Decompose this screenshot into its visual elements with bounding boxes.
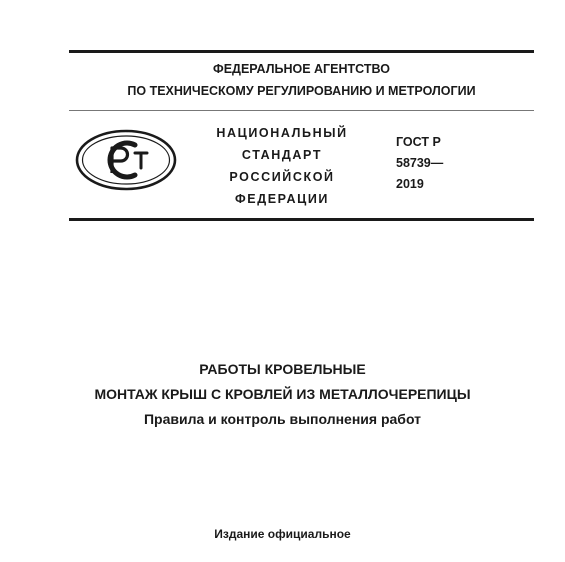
rst-certification-mark-icon <box>74 128 178 192</box>
header-bottom-rule <box>69 218 534 221</box>
standard-type-line-2: СТАНДАРТ <box>241 148 323 162</box>
edition-label: Издание официальное <box>214 527 351 541</box>
standard-type-line-4: ФЕДЕРАЦИИ <box>234 192 329 206</box>
standard-designation <box>396 132 443 195</box>
designation-line-2: 58739— <box>396 156 444 170</box>
document-title <box>0 357 565 432</box>
header-top-rule <box>69 50 534 53</box>
title-line-1: РАБОТЫ КРОВЕЛЬНЫЕ <box>199 361 366 377</box>
header-divider <box>69 110 534 111</box>
standard-type-line-1: НАЦИОНАЛЬНЫЙ <box>216 126 348 140</box>
standard-type-block <box>192 122 372 210</box>
agency-line-2: ПО ТЕХНИЧЕСКОМУ РЕГУЛИРОВАНИЮ И МЕТРОЛОГИИ <box>127 84 476 98</box>
title-line-3: Правила и контроль выполнения работ <box>143 411 422 427</box>
agency-header <box>69 58 534 102</box>
title-line-2: МОНТАЖ КРЫШ С КРОВЛЕЙ ИЗ МЕТАЛЛОЧЕРЕПИЦЫ <box>94 386 471 402</box>
agency-line-1: ФЕДЕРАЛЬНОЕ АГЕНТСТВО <box>213 62 390 76</box>
designation-line-3: 2019 <box>396 177 424 191</box>
standard-type-line-3: РОССИЙСКОЙ <box>229 170 335 184</box>
designation-line-1: ГОСТ Р <box>396 135 441 149</box>
